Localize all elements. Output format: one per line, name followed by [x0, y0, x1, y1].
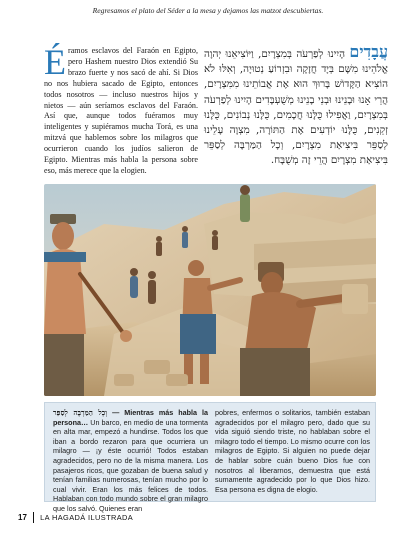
- page-caption: Regresamos el plato del Séder a la mesa y dejamos las matzot descubiertas.: [92, 6, 324, 15]
- hebrew-heading: עֲבָדִים: [349, 42, 388, 61]
- story-note-box: [44, 402, 376, 513]
- drop-cap: É: [44, 42, 66, 82]
- note-column-right: pobres, enfermos o solitarios, también estaban agradecidos por el milagro pero, dado que su vida siguió siendo triste, no hablaban sobre el milagro todo el tiempo. Lo mismo ocurre con los milagros de Egipto. Si alguien no puede dejar de hablar sobre cuán bueno Dios fue con nosotros al liberarnos, demuestra que está sumamente agradecido por lo que Dios hizo. Esa persona es digna de elogio.: [215, 408, 370, 494]
- note-heading-spanish: — Mientras más habla la persona…: [53, 408, 208, 427]
- note-column-left: [53, 408, 208, 514]
- spanish-column: [44, 42, 198, 177]
- page-footer: [18, 510, 133, 524]
- note-heading-hebrew: וְכָל הַמַּרְבֶּה לְסַפֵּר: [53, 408, 108, 417]
- hebrew-column: [204, 44, 388, 169]
- spanish-body-text: ramos esclavos del Faraón en Egipto, pero Hashem nuestro Dios extendió Su brazo fuerte y nos sacó de ahí. Si Dios no nos hubiera sacado de Egipto, entonces todos nosotros — incluso nuestros hijos y nietos — aún seríamos esclavos del Faraón. Así que, aunque todos fuéramos muy inteligentes y supiéramos mucha Torá, es una mitzvá que hablemos sobre los milagros que ocurrieron cuando los judíos salieron de Egipto. Mientras más habla la persona sobre eso, más merece que la elogien.: [44, 46, 198, 175]
- book-title: LA HAGADÁ ILUSTRADA: [40, 512, 134, 522]
- page-number: 17: [18, 512, 27, 522]
- footer-divider: [33, 512, 34, 523]
- egypt-slaves-illustration: [44, 184, 376, 396]
- note-left-body: Un barco, en medio de una tormenta en alta mar, empezó a hundirse. Todos los que iban a bordo rezaron para que ocurriera un milagro — ¡y éste ocurrió! Todos estaban agradecidos, pero no de la misma manera. Los pasajeros ricos, que gozaban de buena salud y tenían familias numerosas, tenían mucho por lo cual vivir. Eran los más felices de todos. Hablaban con todo mundo sobre el gran milagro que los salvó. Quienes eran: [53, 417, 208, 513]
- hebrew-body-text: הָיִינוּ לְפַרְעֹה בְּמִצְרָיִם, וַיּוֹצִיאֵנוּ יְהוָה אֱלֹהֵינוּ מִשָּׁם בְּיָד חֲזָקָה וּבִזְרוֹעַ נְטוּיָה, וְאִלּוּ לֹא הוֹצִיא הַקָּדוֹשׁ בָּרוּךְ הוּא אֶת אֲבוֹתֵינוּ מִמִּצְרָיִם, הֲרֵי אָנוּ וּבָנֵינוּ וּבְנֵי בָנֵינוּ מְשֻׁעְבָּדִים הָיִינוּ לְפַרְעֹה בְּמִצְרָיִם, וַאֲפִילוּ כֻּלָּנוּ חֲכָמִים, כֻּלָּנוּ נְבוֹנִים, כֻּלָּנוּ זְקֵנִים, כֻּלָּנוּ יוֹדְעִים אֶת הַתּוֹרָה, מִצְוָה עָלֵינוּ לְסַפֵּר בִּיצִיאַת מִצְרָיִם, וְכָל הַמַּרְבֶּה לְסַפֵּר בִּיצִיאַת מִצְרָיִם הֲרֵי זֶה מְשֻׁבָּח.: [204, 48, 388, 167]
